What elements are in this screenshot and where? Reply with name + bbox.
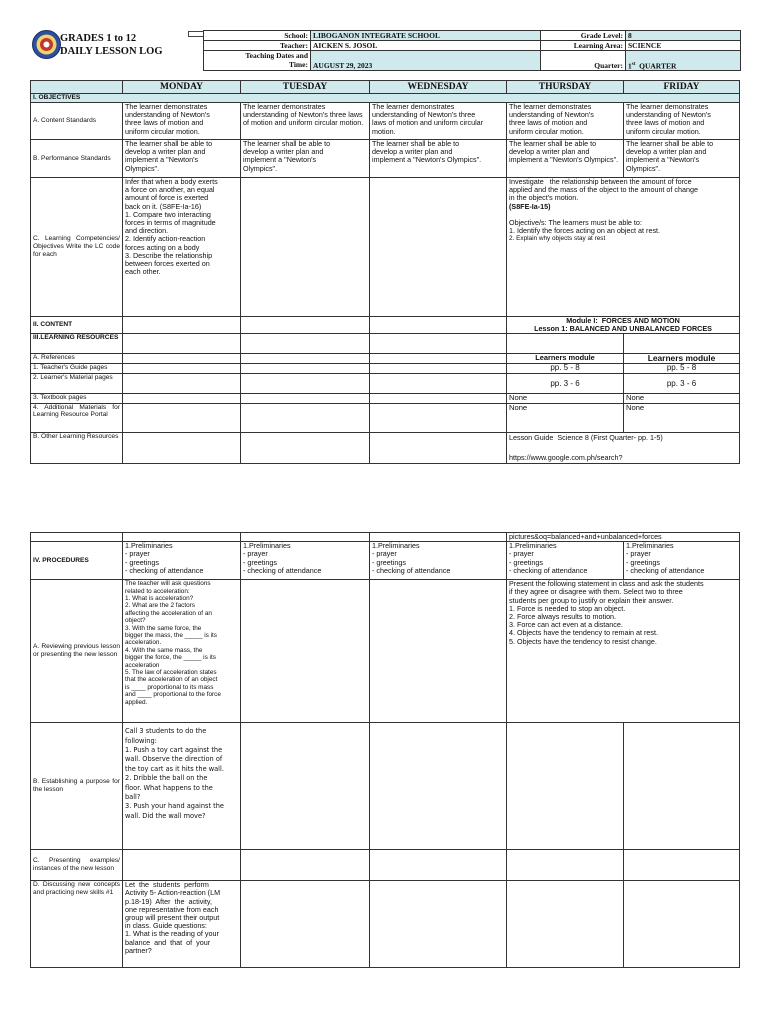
prelim-tuesday: 1.Preliminaries - prayer - greetings - checking of attendance	[241, 542, 370, 580]
establishing-label: B. Establishing a purpose for the lesson	[31, 723, 123, 850]
reviewing-thursday-friday: Present the following statement in class and ask the students if they agree or disagree with them. Select two to three students per group to justify or explain their answer. 1. Force is needed to stop an object. 2. Force always results to motion. 3. Force can act even at a distance. 4. Objects have the tendency to remain at rest. 5. Objects have the tendency to resist change.	[507, 580, 740, 723]
references-friday: Learners module	[624, 354, 740, 364]
learners-material-monday	[123, 374, 241, 394]
textbook-thursday: None	[507, 394, 624, 403]
textbook-friday: None	[624, 394, 740, 403]
additional-materials-label: 4. Additional Materials for Learning Resource Portal	[31, 403, 123, 432]
teachers-guide-thursday: pp. 5 - 8	[507, 364, 624, 374]
presenting-label: C. Presenting examples/ instances of the new lesson	[31, 850, 123, 881]
grades-title: GRADES 1 to 12	[60, 33, 137, 44]
prelim-monday: 1.Preliminaries - prayer - greetings - checking of attendance	[123, 542, 241, 580]
content-standards-monday: The learner demonstrates understanding of Newton's three laws of motion and uniform circular motion.	[123, 103, 241, 140]
header-table	[203, 30, 741, 71]
teachers-guide-tuesday	[241, 364, 370, 374]
day-thursday: THURSDAY	[507, 81, 624, 94]
additional-friday: None	[624, 403, 740, 432]
additional-thursday: None	[507, 403, 624, 432]
teacher-label: Teacher:	[204, 41, 311, 51]
presenting-tuesday	[241, 850, 370, 881]
continuation-blank-label	[31, 533, 123, 542]
prelim-thursday: 1.Preliminaries - prayer - greetings - checking of attendance	[507, 542, 624, 580]
day-tuesday: TUESDAY	[241, 81, 370, 94]
presenting-friday	[624, 850, 740, 881]
day-wednesday: WEDNESDAY	[370, 81, 507, 94]
quarter-label: Quarter:	[541, 51, 626, 71]
continuation-blank-monday	[123, 533, 241, 542]
reviewing-monday: The teacher will ask questions related to acceleration: 1. What is acceleration? 2. What are the 2 factors affecting the acceleration of an object? 3. With the same force, the bigger the mass, the _____ is its acceleration. 4. With the same mass, the bigger the force, the _____ is its acceleration 5. The law of acceleration states that the acceleration of an object is ____ proportional to its mass and ____ proportional to the force applied.	[123, 580, 241, 723]
other-resources-wednesday	[370, 432, 507, 463]
grade-level-value: 8	[626, 31, 741, 41]
additional-wednesday	[370, 403, 507, 432]
content-monday	[123, 317, 241, 334]
presenting-thursday	[507, 850, 624, 881]
reviewing-tuesday	[241, 580, 370, 723]
learning-area-value: SCIENCE	[626, 41, 741, 51]
teachers-guide-label: 1. Teacher's Guide pages	[31, 364, 123, 374]
content-standards-wednesday: The learner demonstrates understanding of Newton's three laws of motion and uniform circular motion.	[370, 103, 507, 140]
textbook-label: 3. Textbook pages	[31, 394, 123, 403]
other-resources-thursday-friday: Lesson Guide Science 8 (First Quarter- pp. 1-5) https://www.google.com.ph/search?	[507, 432, 740, 463]
prelim-friday: 1.Preliminaries - prayer - greetings - checking of attendance	[624, 542, 740, 580]
additional-monday	[123, 403, 241, 432]
google-link[interactable]: https://www.google.com.ph/search?	[509, 452, 623, 462]
day-monday: MONDAY	[123, 81, 241, 94]
additional-tuesday	[241, 403, 370, 432]
resources-friday	[624, 334, 740, 354]
references-thursday: Learners module	[507, 354, 624, 364]
school-label: School:	[204, 31, 311, 41]
textbook-wednesday	[370, 394, 507, 403]
establishing-monday: Call 3 students to do the following: 1. Push a toy cart against the wall. Observe the direction of the toy cart as it hits the wall. 2. Dribble the ball on the floor. What happens to the ball? 3. Push your hand against the wall. Did the wall move?	[123, 723, 241, 850]
establishing-tuesday	[241, 723, 370, 850]
procedures-table	[30, 532, 740, 968]
date-value: AUGUST 29, 2023	[311, 51, 541, 71]
dll-title: DAILY LESSON LOG	[60, 46, 163, 57]
day-friday: FRIDAY	[624, 81, 740, 94]
grade-level-label: Grade Level:	[541, 31, 626, 41]
resources-wednesday	[370, 334, 507, 354]
resources-thursday	[507, 334, 624, 354]
header-stamp	[188, 31, 204, 37]
content-thursday-friday: Module I: FORCES AND MOTION Lesson 1: BALANCED AND UNBALANCED FORCES	[507, 317, 740, 334]
competencies-tuesday	[241, 178, 370, 317]
competencies-thursday-friday: Investigate the relationship between the amount of force applied and the mass of the object to the amount of change in the object's motion. (S8FE-Ia-15) Objective/s: The learners must be able to: 1. Identify the forces acting on an object at rest. 2. Explain why objects stay at rest	[507, 178, 740, 317]
quarter-value: 1st QUARTER	[626, 51, 741, 71]
learners-material-tuesday	[241, 374, 370, 394]
performance-standards-tuesday: The learner shall be able to develop a writer plan and implement a "Newton's Olympics".	[241, 140, 370, 178]
presenting-monday	[123, 850, 241, 881]
reviewing-label: A. Reviewing previous lesson or presenting the new lesson	[31, 580, 123, 723]
references-monday	[123, 354, 241, 364]
content-standards-thursday: The learner demonstrates understanding of Newton's three laws of motion and uniform circular motion.	[507, 103, 624, 140]
discussing-label: D. Discussing new concepts and practicing new skills #1	[31, 881, 123, 968]
continuation-blank-wednesday	[370, 533, 507, 542]
school-value: LIBOGANON INTEGRATE SCHOOL	[311, 31, 541, 41]
references-tuesday	[241, 354, 370, 364]
corner-cell	[31, 81, 123, 94]
learners-material-friday: pp. 3 - 6	[624, 374, 740, 394]
seal-icon	[33, 31, 60, 58]
content-standards-friday: The learner demonstrates understanding of Newton's three laws of motion and uniform circular motion.	[624, 103, 740, 140]
performance-standards-wednesday: The learner shall be able to develop a writer plan and implement a "Newton's Olympics".	[370, 140, 507, 178]
learners-material-thursday: pp. 3 - 6	[507, 374, 624, 394]
learners-material-wednesday	[370, 374, 507, 394]
establishing-thursday	[507, 723, 624, 850]
performance-standards-friday: The learner shall be able to develop a writer plan and implement a "Newton's Olympics".	[624, 140, 740, 178]
lesson-log-table	[30, 80, 740, 464]
performance-standards-monday: The learner shall be able to develop a writer plan and implement a "Newton's Olympics".	[123, 140, 241, 178]
reviewing-wednesday	[370, 580, 507, 723]
content-standards-label: A. Content Standards	[31, 103, 123, 140]
dates-label: Teaching Dates and Time:	[204, 51, 311, 71]
teachers-guide-wednesday	[370, 364, 507, 374]
learners-material-label: 2. Learner's Material pages	[31, 374, 123, 394]
content-standards-tuesday: The learner demonstrates understanding of Newton's three laws of motion and uniform circular motion.	[241, 103, 370, 140]
other-resources-continued: pictures&oq=balanced+and+unbalanced+forces	[507, 533, 740, 542]
teacher-value: AICKEN S. JOSOL	[311, 41, 541, 51]
discussing-friday	[624, 881, 740, 968]
performance-standards-thursday: The learner shall be able to develop a writer plan and implement a "Newton's Olympics".	[507, 140, 624, 178]
other-resources-tuesday	[241, 432, 370, 463]
deped-seal	[32, 30, 61, 59]
establishing-friday	[624, 723, 740, 850]
other-resources-label: B. Other Learning Resources	[31, 432, 123, 463]
content-wednesday	[370, 317, 507, 334]
discussing-tuesday	[241, 881, 370, 968]
discussing-thursday	[507, 881, 624, 968]
textbook-monday	[123, 394, 241, 403]
discussing-wednesday	[370, 881, 507, 968]
performance-standards-label: B. Performance Standards	[31, 140, 123, 178]
learning-area-label: Learning Area:	[541, 41, 626, 51]
learning-resources-label: III.LEARNING RESOURCES	[31, 334, 123, 354]
textbook-tuesday	[241, 394, 370, 403]
resources-monday	[123, 334, 241, 354]
other-resources-monday	[123, 432, 241, 463]
references-wednesday	[370, 354, 507, 364]
establishing-wednesday	[370, 723, 507, 850]
content-tuesday	[241, 317, 370, 334]
discussing-monday: Let the students perform Activity 5- Action-reaction (LM p.18-19) After the activity, one representative from each group will present their output in class. Guide questions: 1. What is the reading of your balance and that of your partner?	[123, 881, 241, 968]
competencies-label: C. Learning Competencies/ Objectives Write the LC code for each	[31, 178, 123, 317]
presenting-wednesday	[370, 850, 507, 881]
teachers-guide-friday: pp. 5 - 8	[624, 364, 740, 374]
competencies-wednesday	[370, 178, 507, 317]
competencies-monday: Infer that when a body exerts a force on another, an equal amount of force is exerted back on it. (S8FE-Ia-16) 1. Compare two interacting forces in terms of magnitude and direction. 2. Identify action-reaction forces acting on a body 3. Describe the relationship between forces exerted on each other.	[123, 178, 241, 317]
references-label: A. References	[31, 354, 123, 364]
continuation-blank-tuesday	[241, 533, 370, 542]
content-label: II. CONTENT	[31, 317, 123, 334]
resources-tuesday	[241, 334, 370, 354]
teachers-guide-monday	[123, 364, 241, 374]
objectives-heading: I. OBJECTIVES	[31, 94, 740, 103]
prelim-wednesday: 1.Preliminaries - prayer - greetings - checking of attendance	[370, 542, 507, 580]
procedures-label: IV. PROCEDURES	[31, 542, 123, 580]
